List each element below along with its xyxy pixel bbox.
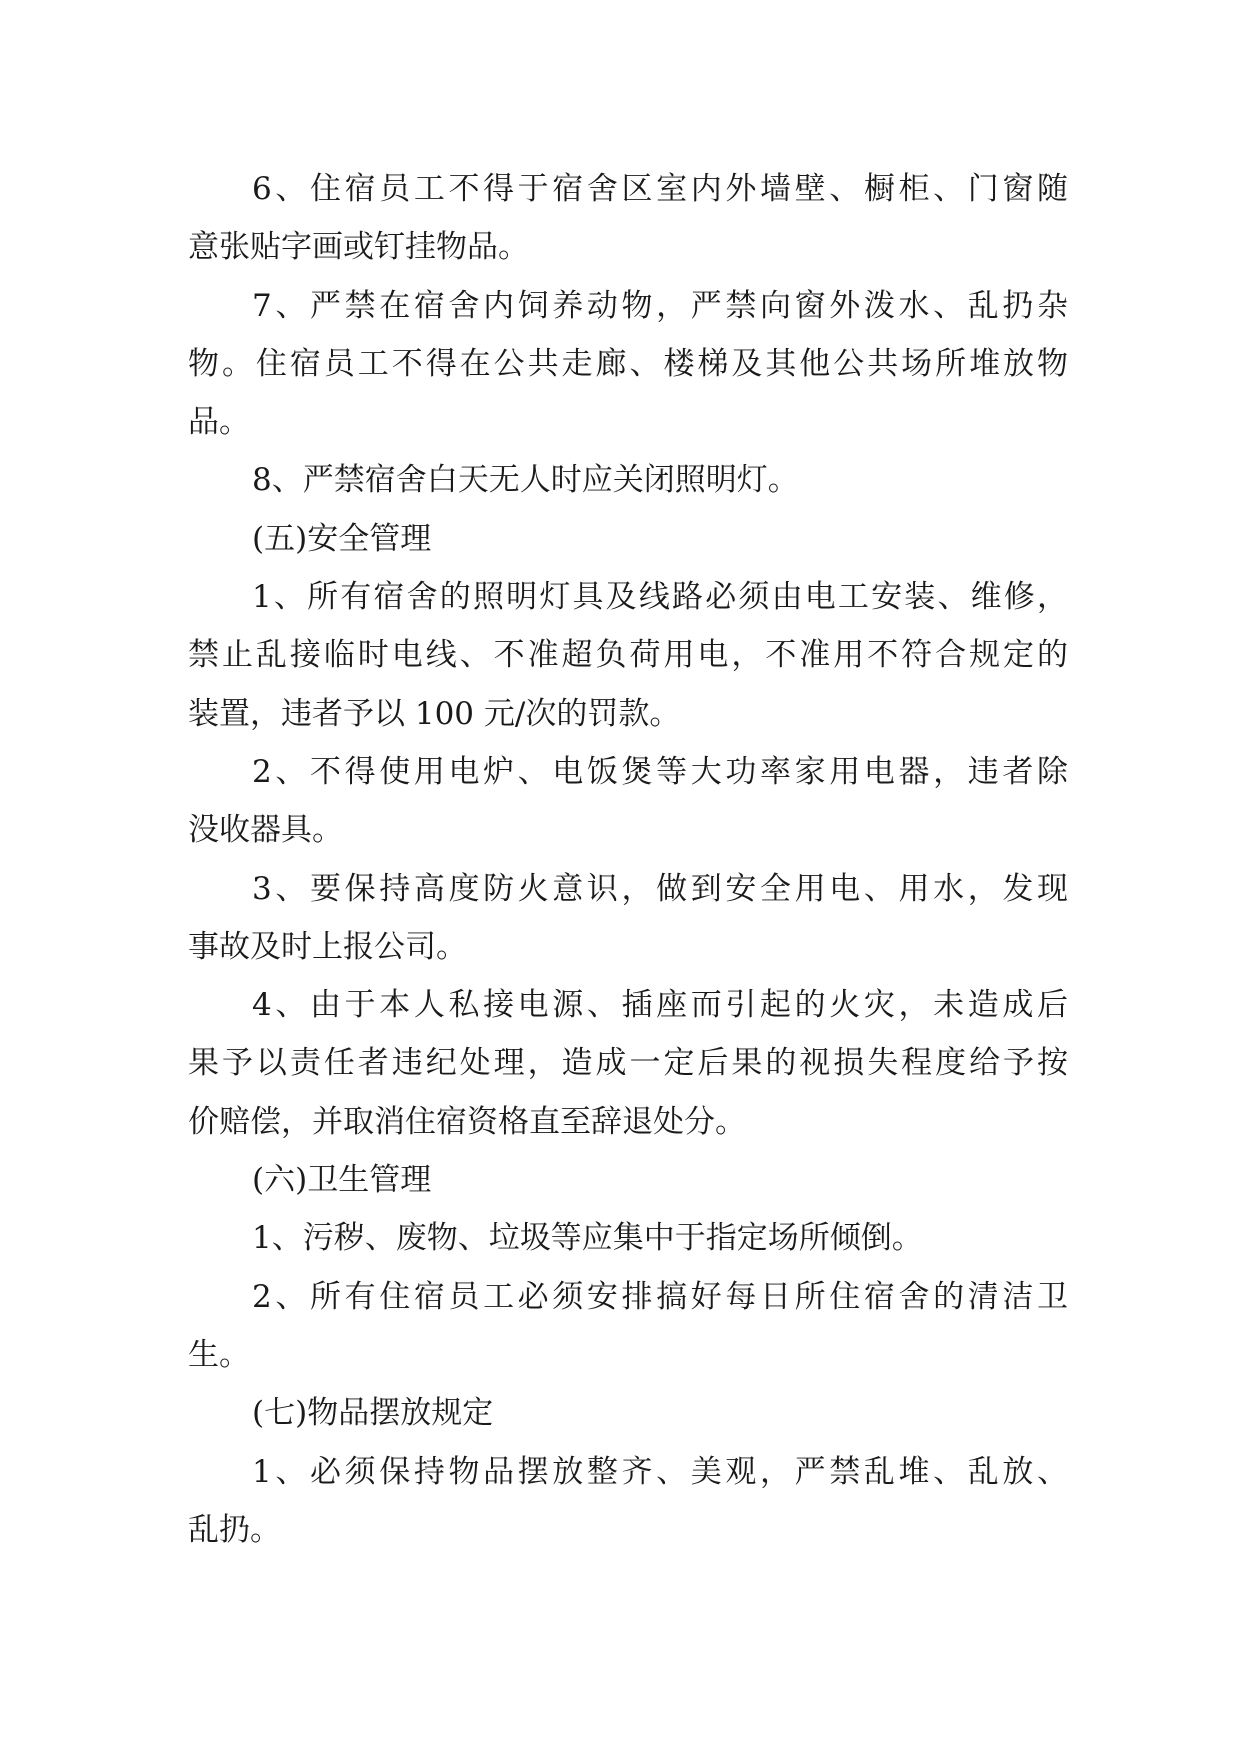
- section-heading-hygiene: (六)卫生管理: [252, 1162, 432, 1199]
- text-line-6: 8、严禁宿舍白天无人时应关闭照明灯。: [252, 462, 799, 499]
- text-line-19: 1、污秽、废物、垃圾等应集中于指定场所倾倒。: [252, 1220, 923, 1257]
- text-line-21: 生。: [188, 1336, 250, 1373]
- text-line-20: 2、所有住宿员工必须安排搞好每日所住宿舍的清洁卫: [252, 1278, 1068, 1315]
- text-line-12: 没收器具。: [188, 812, 343, 849]
- text-line-2: 意张贴字画或钉挂物品。: [188, 229, 529, 266]
- text-line-15: 4、由于本人私接电源、插座而引起的火灾，未造成后: [252, 987, 1068, 1024]
- document-body: [188, 160, 1068, 1559]
- text-line-8: 1、所有宿舍的照明灯具及线路必须由电工安装、维修，: [252, 579, 1068, 616]
- section-heading-items: (七)物品摆放规定: [252, 1395, 494, 1432]
- text-line-16: 果予以责任者违纪处理，造成一定后果的视损失程度给予按: [188, 1045, 1068, 1082]
- text-line-3: 7、严禁在宿舍内饲养动物，严禁向窗外泼水、乱扔杂: [252, 287, 1068, 324]
- text-line-24: 乱扔。: [188, 1511, 281, 1548]
- text-line-1: 6、住宿员工不得于宿舍区室内外墙壁、橱柜、门窗随: [252, 171, 1068, 207]
- text-line-17: 价赔偿，并取消住宿资格直至辞退处分。: [188, 1103, 746, 1140]
- text-line-9: 禁止乱接临时电线、不准超负荷用电，不准用不符合规定的: [188, 637, 1068, 674]
- text-line-13: 3、要保持高度防火意识，做到安全用电、用水，发现: [252, 870, 1068, 907]
- text-line-11: 2、不得使用电炉、电饭煲等大功率家用电器，违者除: [252, 753, 1068, 790]
- section-heading-safety: (五)安全管理: [252, 520, 432, 557]
- text-line-23: 1、必须保持物品摆放整齐、美观，严禁乱堆、乱放、: [252, 1453, 1068, 1490]
- text-line-14: 事故及时上报公司。: [188, 928, 467, 965]
- text-line-10: 装置，违者予以 100 元/次的罚款。: [188, 695, 681, 732]
- text-line-5: 品。: [188, 404, 250, 441]
- text-line-4: 物。住宿员工不得在公共走廊、楼梯及其他公共场所堆放物: [188, 345, 1068, 382]
